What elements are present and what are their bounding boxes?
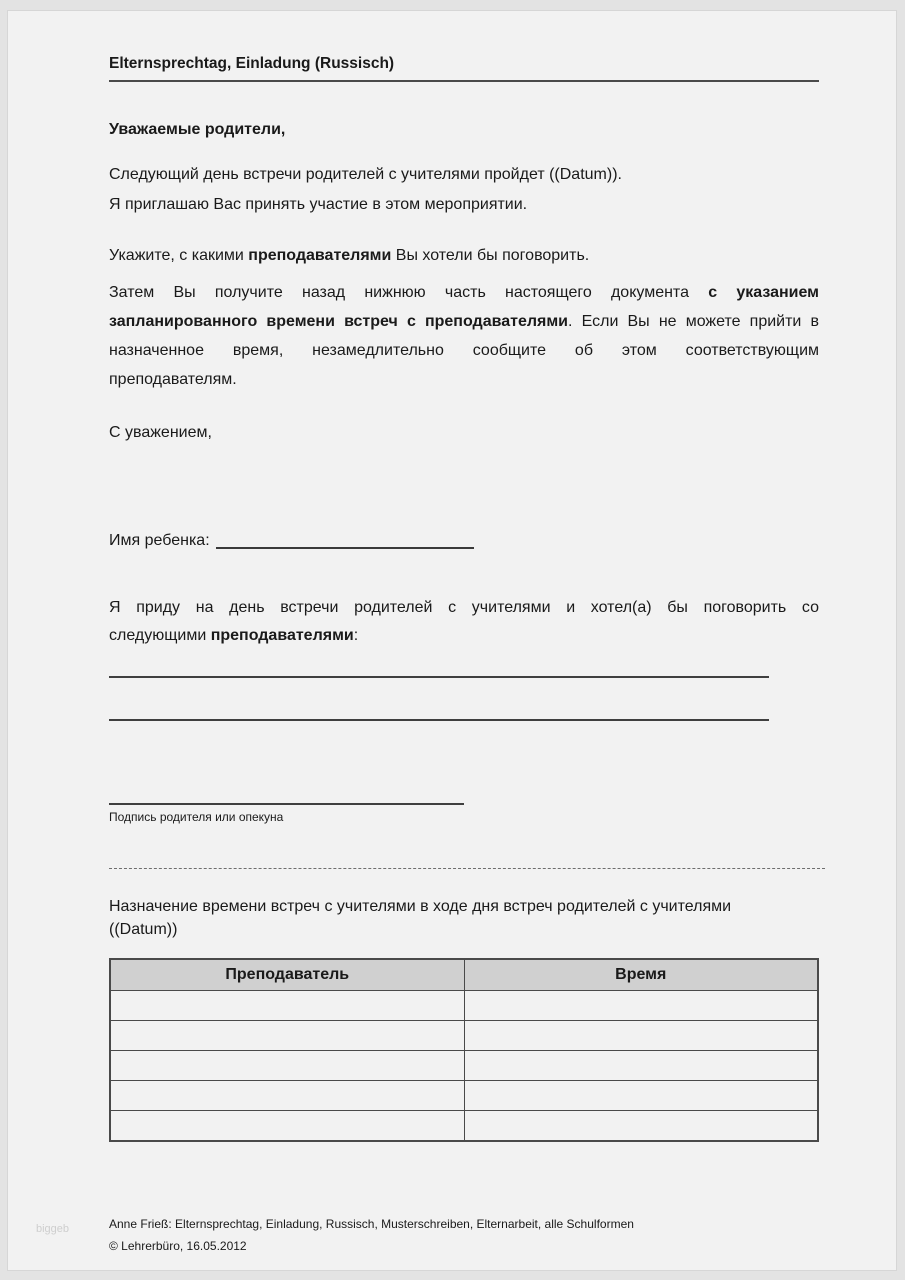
table-row [110, 1051, 818, 1081]
document-title: Elternsprechtag, Einladung (Russisch) [109, 55, 819, 82]
indicate-bold: преподавателями [248, 247, 392, 264]
watermark: biggeb [36, 1223, 70, 1235]
child-name-label: Имя ребенка: [109, 532, 210, 549]
table-cell [464, 991, 818, 1021]
regards-text: С уважением, [109, 424, 212, 441]
table-header-row [110, 959, 818, 991]
signature-caption: Подпись родителя или опекуна [109, 810, 284, 824]
attend-line-2-bold: преподавателями [210, 627, 354, 644]
footer-credit: Anne Frieß: Elternsprechtag, Einladung, Russisch, Musterschreiben, Elternarbeit, alle Schulformen [109, 1217, 634, 1231]
details-line-2 [109, 307, 819, 336]
details-line-2-text: . Если Вы не можете прийти в [568, 313, 820, 330]
time-column-header: Время [464, 959, 818, 991]
table-cell [464, 1021, 818, 1051]
signature-line [109, 803, 464, 805]
table-cell [464, 1051, 818, 1081]
indicate-pre: Укажите, с какими [109, 247, 249, 264]
table-cell [110, 1051, 464, 1081]
answer-fill-line-1 [109, 676, 769, 678]
appointment-table [109, 958, 819, 1142]
details-line-2-bold: запланированного времени встреч с преподавателями [109, 313, 569, 330]
table-cell [110, 1111, 464, 1142]
table-row [110, 991, 818, 1021]
intro-line-2: Я приглашаю Вас принять участие в этом мероприятии. [109, 196, 528, 213]
appointment-heading-line-1: Назначение времени встреч с учителями в ходе дня встреч родителей с учителями [109, 898, 732, 915]
table-cell [464, 1111, 818, 1142]
intro-line-1: Следующий день встречи родителей с учителями пройдет ((Datum)). [109, 166, 622, 183]
cut-dashed-line [109, 868, 825, 869]
details-paragraph [109, 278, 819, 394]
intro-paragraph [109, 160, 819, 220]
child-name-row [109, 532, 819, 550]
appointment-heading-line-2: ((Datum)) [109, 921, 178, 938]
teacher-column-header: Преподаватель [110, 959, 464, 991]
footer [109, 1213, 634, 1257]
details-line-4: преподавателям. [109, 371, 237, 388]
footer-copyright: © Lehrerbüro, 16.05.2012 [109, 1239, 247, 1253]
table-row [110, 1111, 818, 1142]
document-page [7, 10, 897, 1271]
details-line-1 [109, 278, 819, 307]
attend-paragraph [109, 594, 819, 650]
table-cell [110, 1081, 464, 1111]
details-line-3: назначенное время, незамедлительно сообщите об этом соответствующим [109, 342, 819, 359]
child-name-fill-line [216, 533, 474, 549]
table-cell [110, 1021, 464, 1051]
appointment-heading [109, 895, 819, 941]
indicate-post: Вы хотели бы поговорить. [391, 247, 590, 264]
attend-line-2-post: : [353, 627, 359, 644]
indicate-paragraph [109, 247, 819, 265]
details-line-1-text: Затем Вы получите назад нижнюю часть настоящего документа [109, 284, 709, 301]
attend-line-1: Я приду на день встречи родителей с учителями и хотел(а) бы поговорить со [109, 599, 819, 616]
appointment-table-body [110, 991, 818, 1142]
table-cell [110, 991, 464, 1021]
attend-line-2 [109, 622, 819, 650]
details-line-1-bold: с указанием [708, 284, 819, 301]
table-row [110, 1081, 818, 1111]
table-row [110, 1021, 818, 1051]
table-cell [464, 1081, 818, 1111]
greeting-text: Уважаемые родители, [109, 121, 286, 138]
answer-fill-line-2 [109, 719, 769, 721]
attend-line-2-text: следующими [109, 627, 211, 644]
